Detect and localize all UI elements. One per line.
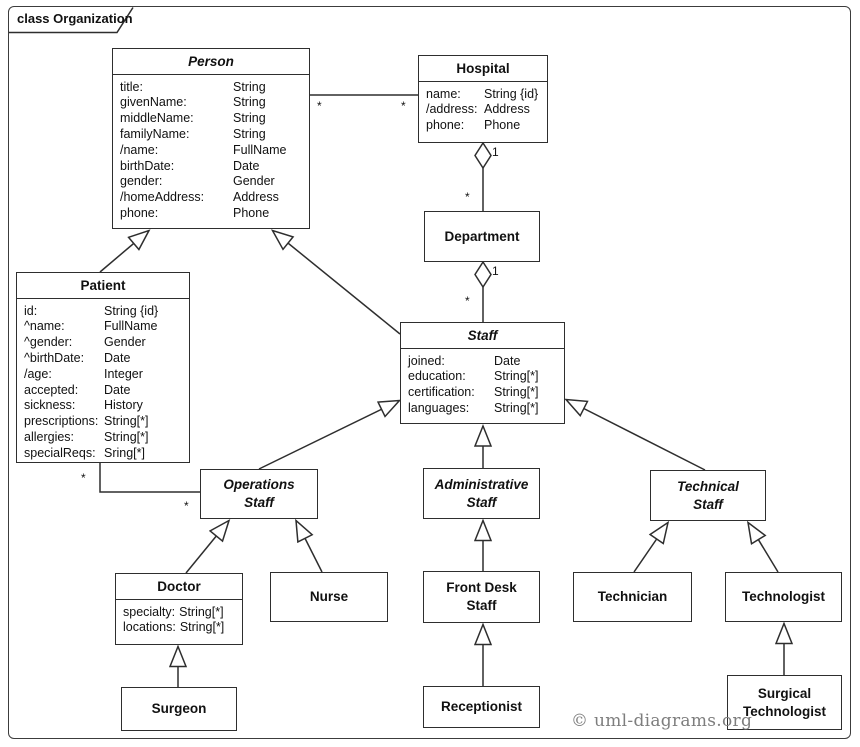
attribute-type: String[*] <box>179 620 225 635</box>
class-name <box>424 579 539 614</box>
attribute-name: education: <box>408 369 466 384</box>
class-name-line: Administrative <box>434 476 529 492</box>
attribute-name: specialty: <box>123 604 176 619</box>
class-attributes <box>113 75 309 228</box>
attribute-name: /address: <box>426 102 478 117</box>
multiplicity-label: * <box>465 190 470 204</box>
class-technical-staff[interactable] <box>650 470 766 521</box>
attribute-row <box>24 398 182 414</box>
multiplicity-label: * <box>401 99 406 113</box>
class-name <box>651 478 765 513</box>
multiplicity-label: * <box>317 99 322 113</box>
attribute-name: givenName: <box>120 95 187 110</box>
attribute-type: Address <box>484 102 530 117</box>
class-technologist[interactable] <box>725 572 842 622</box>
attribute-row <box>426 102 540 118</box>
class-nurse[interactable] <box>270 572 388 622</box>
class-name-line: Front Desk <box>446 580 517 596</box>
class-attributes <box>419 82 547 142</box>
attribute-type: Gender <box>104 335 146 350</box>
class-operations-staff[interactable] <box>200 469 318 519</box>
generalization-staff-person <box>273 231 401 335</box>
attribute-row <box>120 111 302 127</box>
attribute-row <box>24 383 182 399</box>
class-patient[interactable] <box>16 272 190 463</box>
attribute-row <box>24 414 182 430</box>
attribute-type: String <box>233 79 266 94</box>
class-name-line: Staff <box>466 598 497 613</box>
attribute-type: String {id} <box>104 303 159 318</box>
attribute-type: Date <box>104 382 131 397</box>
attribute-row <box>120 95 302 111</box>
attribute-row <box>408 401 557 417</box>
class-doctor[interactable] <box>115 573 243 645</box>
attribute-type: String[*] <box>179 604 224 619</box>
class-name: Receptionist <box>440 699 522 715</box>
multiplicity-label: * <box>184 499 189 513</box>
class-name: Doctor <box>116 574 242 600</box>
attribute-name: ^name: <box>24 319 65 334</box>
attribute-type: String[*] <box>494 369 539 384</box>
attribute-name: locations: <box>123 620 176 635</box>
attribute-name: joined: <box>408 353 445 368</box>
attribute-type: String[*] <box>494 385 539 400</box>
attribute-type: Phone <box>484 118 521 133</box>
attribute-row <box>120 127 302 143</box>
class-administrative-staff[interactable] <box>423 468 540 519</box>
attribute-type: String <box>233 111 266 126</box>
aggregation-diamond-hospital <box>475 143 491 168</box>
attribute-name: certification: <box>408 385 475 400</box>
attribute-name: languages: <box>408 400 470 415</box>
attribute-row <box>426 87 540 103</box>
class-name-line: Staff <box>244 495 274 510</box>
attribute-row <box>120 190 302 206</box>
attribute-row <box>408 385 557 401</box>
class-attributes <box>17 299 189 462</box>
attribute-row <box>408 354 557 370</box>
class-receptionist[interactable] <box>423 686 540 728</box>
attribute-row <box>426 118 540 134</box>
attribute-row <box>408 369 557 385</box>
multiplicity-label: 1 <box>492 145 499 159</box>
class-name: Department <box>444 228 520 244</box>
attribute-row <box>24 446 182 462</box>
copyright-text: © uml-diagrams.org <box>571 711 753 731</box>
attribute-row <box>120 80 302 96</box>
attribute-row <box>120 159 302 175</box>
attribute-type: String <box>233 95 266 110</box>
generalization-technician-technical-staff <box>634 523 668 573</box>
attribute-type: String <box>233 126 266 141</box>
class-name-line: Operations <box>223 477 295 493</box>
generalization-operations-staff-staff <box>259 401 400 470</box>
attribute-type: Integer <box>104 366 143 381</box>
attribute-name: name: <box>426 86 461 101</box>
attribute-name: birthDate: <box>120 158 175 173</box>
attribute-name: allergies: <box>24 429 75 444</box>
multiplicity-label: * <box>81 471 86 485</box>
attribute-name: prescriptions: <box>24 414 99 429</box>
attribute-name: ^gender: <box>24 335 73 350</box>
attribute-name: accepted: <box>24 382 79 397</box>
attribute-row <box>123 620 235 636</box>
attribute-name: phone: <box>426 118 465 133</box>
attribute-row <box>120 143 302 159</box>
attribute-type: Date <box>104 350 131 365</box>
class-name-line: Technical <box>677 478 739 494</box>
generalization-patient-person <box>100 231 149 273</box>
attribute-name: sickness: <box>24 398 76 413</box>
attribute-row <box>120 174 302 190</box>
attribute-name: specialReqs: <box>24 445 96 460</box>
class-name-line: Staff <box>466 494 497 510</box>
class-name: Hospital <box>419 56 547 82</box>
class-front-desk-staff[interactable] <box>423 571 540 623</box>
attribute-name: middleName: <box>120 111 194 126</box>
attribute-type: String[*] <box>104 414 149 429</box>
attribute-name: /homeAddress: <box>120 190 205 205</box>
attribute-type: Date <box>494 353 521 368</box>
class-staff[interactable] <box>400 322 565 424</box>
class-hospital[interactable] <box>418 55 548 143</box>
attribute-type: FullName <box>104 319 158 334</box>
class-name <box>201 476 317 511</box>
class-name: Technician <box>597 589 668 605</box>
attribute-name: phone: <box>120 205 159 220</box>
class-name: Technologist <box>742 589 825 605</box>
attribute-name: /name: <box>120 142 159 157</box>
generalization-technologist-technical-staff <box>748 523 778 573</box>
class-name: Person <box>113 49 309 75</box>
attribute-row <box>24 335 182 351</box>
class-surgeon[interactable] <box>121 687 237 731</box>
aggregation-diamond-department <box>475 262 491 287</box>
attribute-name: /age: <box>24 366 52 381</box>
class-name-line: Technologist <box>743 703 826 719</box>
class-attributes <box>116 600 242 644</box>
attribute-type: FullName <box>233 142 287 157</box>
attribute-type: Gender <box>233 174 275 189</box>
class-attributes <box>401 349 564 423</box>
attribute-row <box>123 605 235 621</box>
attribute-row <box>24 430 182 446</box>
attribute-type: String[*] <box>494 400 539 415</box>
class-name <box>424 476 539 511</box>
class-name: Staff <box>401 323 564 349</box>
attribute-row <box>24 319 182 335</box>
class-name: Surgeon <box>151 701 207 717</box>
attribute-name: familyName: <box>120 126 190 141</box>
generalization-nurse-operations-staff <box>296 521 322 573</box>
attribute-row <box>120 206 302 222</box>
attribute-type: Date <box>233 158 260 173</box>
class-person[interactable] <box>112 48 310 229</box>
class-department[interactable] <box>424 211 540 262</box>
class-name-line: Surgical <box>757 685 812 701</box>
attribute-type: String[*] <box>104 429 149 444</box>
attribute-row <box>24 304 182 320</box>
multiplicity-label: * <box>465 294 470 308</box>
frame-title: class Organization <box>17 11 133 26</box>
class-name: Nurse <box>309 589 349 605</box>
attribute-type: History <box>104 398 143 413</box>
class-technician[interactable] <box>573 572 692 622</box>
attribute-type: Address <box>233 190 279 205</box>
attribute-type: String {id} <box>484 86 539 101</box>
attribute-type: Sring[*] <box>104 445 145 460</box>
class-name-line: Staff <box>693 496 723 512</box>
multiplicity-label: 1 <box>492 264 499 278</box>
class-name: Patient <box>17 273 189 299</box>
attribute-name: gender: <box>120 174 163 189</box>
attribute-type: Phone <box>233 205 270 220</box>
attribute-name: id: <box>24 303 38 318</box>
generalization-technical-staff-staff <box>566 400 705 471</box>
association-patient-operations-staff <box>100 463 200 492</box>
attribute-row <box>24 351 182 367</box>
attribute-name: ^birthDate: <box>24 350 85 365</box>
attribute-row <box>24 367 182 383</box>
attribute-name: title: <box>120 79 143 94</box>
generalization-doctor-operations-staff <box>186 521 229 574</box>
